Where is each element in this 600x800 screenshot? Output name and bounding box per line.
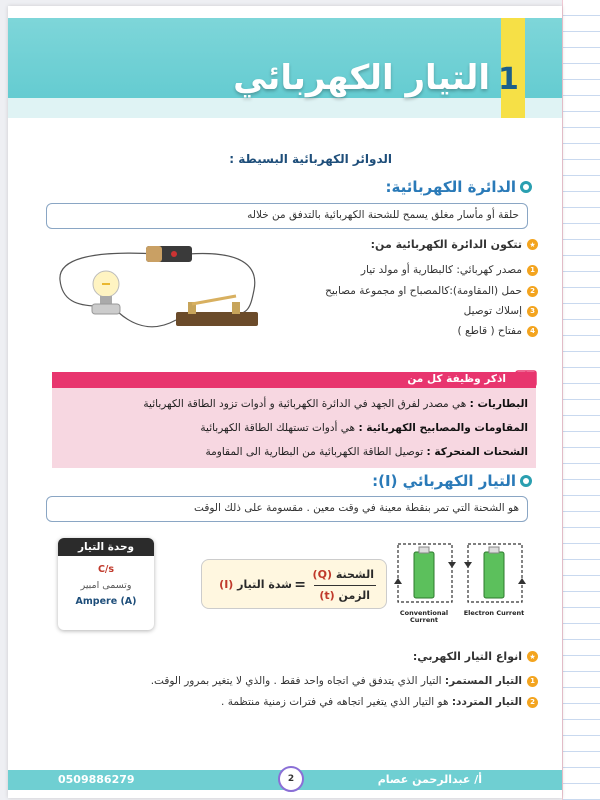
section-heading-simple-circuits: الدوائر الكهربائية البسيطة : [229, 152, 392, 166]
denominator-symbol: (t) [319, 589, 335, 602]
component-text: إسلاك توصيل [463, 305, 522, 317]
item-number: 3 [527, 306, 538, 317]
equals-sign: = [294, 577, 306, 593]
numerator-symbol: (Q) [312, 568, 332, 581]
current-definition-text: هو الشحنة التي تمر بنقطة معينة في وقت معين . مقسومة على ذلك الوقت [194, 502, 519, 514]
simple-circuit-illustration [48, 240, 288, 340]
item-number: 1 [527, 676, 538, 687]
electron-current-label: Electron Current [463, 609, 525, 617]
unit-symbol: C/s [97, 564, 115, 575]
component-text: حمل (المقاومة):كالمصباح او مجموعة مصابيح [325, 285, 522, 297]
function-text: هي أدوات تستهلك الطاقة الكهربائية [200, 422, 359, 434]
current-type-description: التيار الذي يتدفق في اتجاه واحد فقط . والذي لا يتغير بمرور الوقت. [150, 675, 445, 687]
item-number: 4 [527, 326, 538, 337]
wire [188, 253, 255, 316]
current-type-item [221, 696, 538, 708]
star-icon: ★ [527, 651, 538, 662]
bullet-icon [520, 181, 532, 193]
notebook-paper-edge [562, 0, 600, 800]
item-number: 2 [527, 286, 538, 297]
numerator-text: الشحنة [335, 568, 374, 581]
phone-number: 0509886279 [58, 773, 135, 786]
circuit-title-text: الدائرة الكهربائية: [385, 178, 516, 196]
function-line [200, 422, 528, 434]
circuit-definition-text: حلقة أو مأسار مغلق يسمح للشحنة الكهربائية بالتدفق من خلاله [247, 209, 519, 221]
current-formula [201, 559, 387, 609]
current-definition-box [46, 496, 528, 522]
function-term: المقاومات والمصابيح الكهربائية : [358, 422, 528, 434]
bullet-icon [520, 475, 532, 487]
wire [118, 312, 176, 327]
current-type-item [151, 675, 538, 687]
component-item [458, 325, 538, 337]
function-term: البطاريات : [469, 398, 528, 410]
current-unit-card [58, 538, 154, 630]
current-type-term: التيار المستمر: [444, 675, 522, 687]
unit-ampere: Ampere (A) [75, 596, 137, 607]
circuit-title [386, 178, 532, 196]
current-title-text: التيار الكهربائي (I): [372, 472, 516, 490]
light-bulb-icon [92, 271, 120, 314]
types-heading-text: انواع التيار الكهربي: [412, 650, 522, 663]
fraction-line [314, 585, 376, 586]
page-number: 2 [278, 766, 304, 792]
component-text: مصدر كهربائي: كالبطارية أو مولد تيار [360, 264, 522, 276]
star-icon: ★ [527, 239, 538, 250]
author-name: أ/ عبدالرحمن عصام [377, 773, 482, 786]
result-symbol: (I) [219, 578, 234, 591]
formula-result [219, 578, 292, 591]
result-text: شدة التيار [237, 578, 292, 591]
page-title: التيار الكهربائي [233, 58, 490, 98]
denominator-text: الزمن [338, 589, 370, 602]
item-number: 2 [527, 697, 538, 708]
functions-banner: اذكر وظيفة كل من [52, 372, 536, 388]
formula-denominator [319, 589, 370, 602]
types-heading [413, 650, 538, 663]
current-type-text [151, 675, 522, 687]
item-number: 1 [527, 265, 538, 276]
formula-numerator [313, 568, 374, 581]
component-item [361, 264, 538, 276]
component-text: مفتاح ( قاطع ) [457, 325, 522, 337]
conventional-current-label: Conventional Current [399, 609, 449, 625]
function-text: توصيل الطاقة الكهربائية من البطارية الى المقاومة [205, 446, 427, 458]
components-heading [371, 238, 538, 251]
component-item [325, 285, 538, 297]
unit-named-text: وتسمى امبير [80, 580, 132, 591]
circuit-definition-box [46, 203, 528, 229]
function-line [206, 446, 528, 458]
current-type-term: التيار المتردد: [451, 696, 522, 708]
electron-current-diagram [462, 538, 528, 616]
function-line [143, 398, 528, 410]
component-item [464, 305, 538, 317]
current-title [372, 472, 532, 490]
chapter-number: 1 [498, 62, 519, 97]
function-text: هي مصدر لفرق الجهد في الدائرة الكهربائية و أدوات تزود الطاقة الكهربائية [143, 398, 470, 410]
header-band [8, 98, 562, 118]
current-type-text [221, 696, 522, 708]
function-term: الشحنات المتحركة : [426, 446, 528, 458]
conventional-current-diagram [392, 538, 458, 616]
document-page [8, 6, 562, 798]
components-heading-text: تتكون الدائرة الكهربائية من: [370, 238, 522, 251]
battery-icon [146, 246, 192, 262]
current-type-description: هو التيار الذي يتغير اتجاهه في فترات زمنية منتظمة . [221, 696, 452, 708]
unit-card-title: وحدة التيار [58, 538, 154, 556]
